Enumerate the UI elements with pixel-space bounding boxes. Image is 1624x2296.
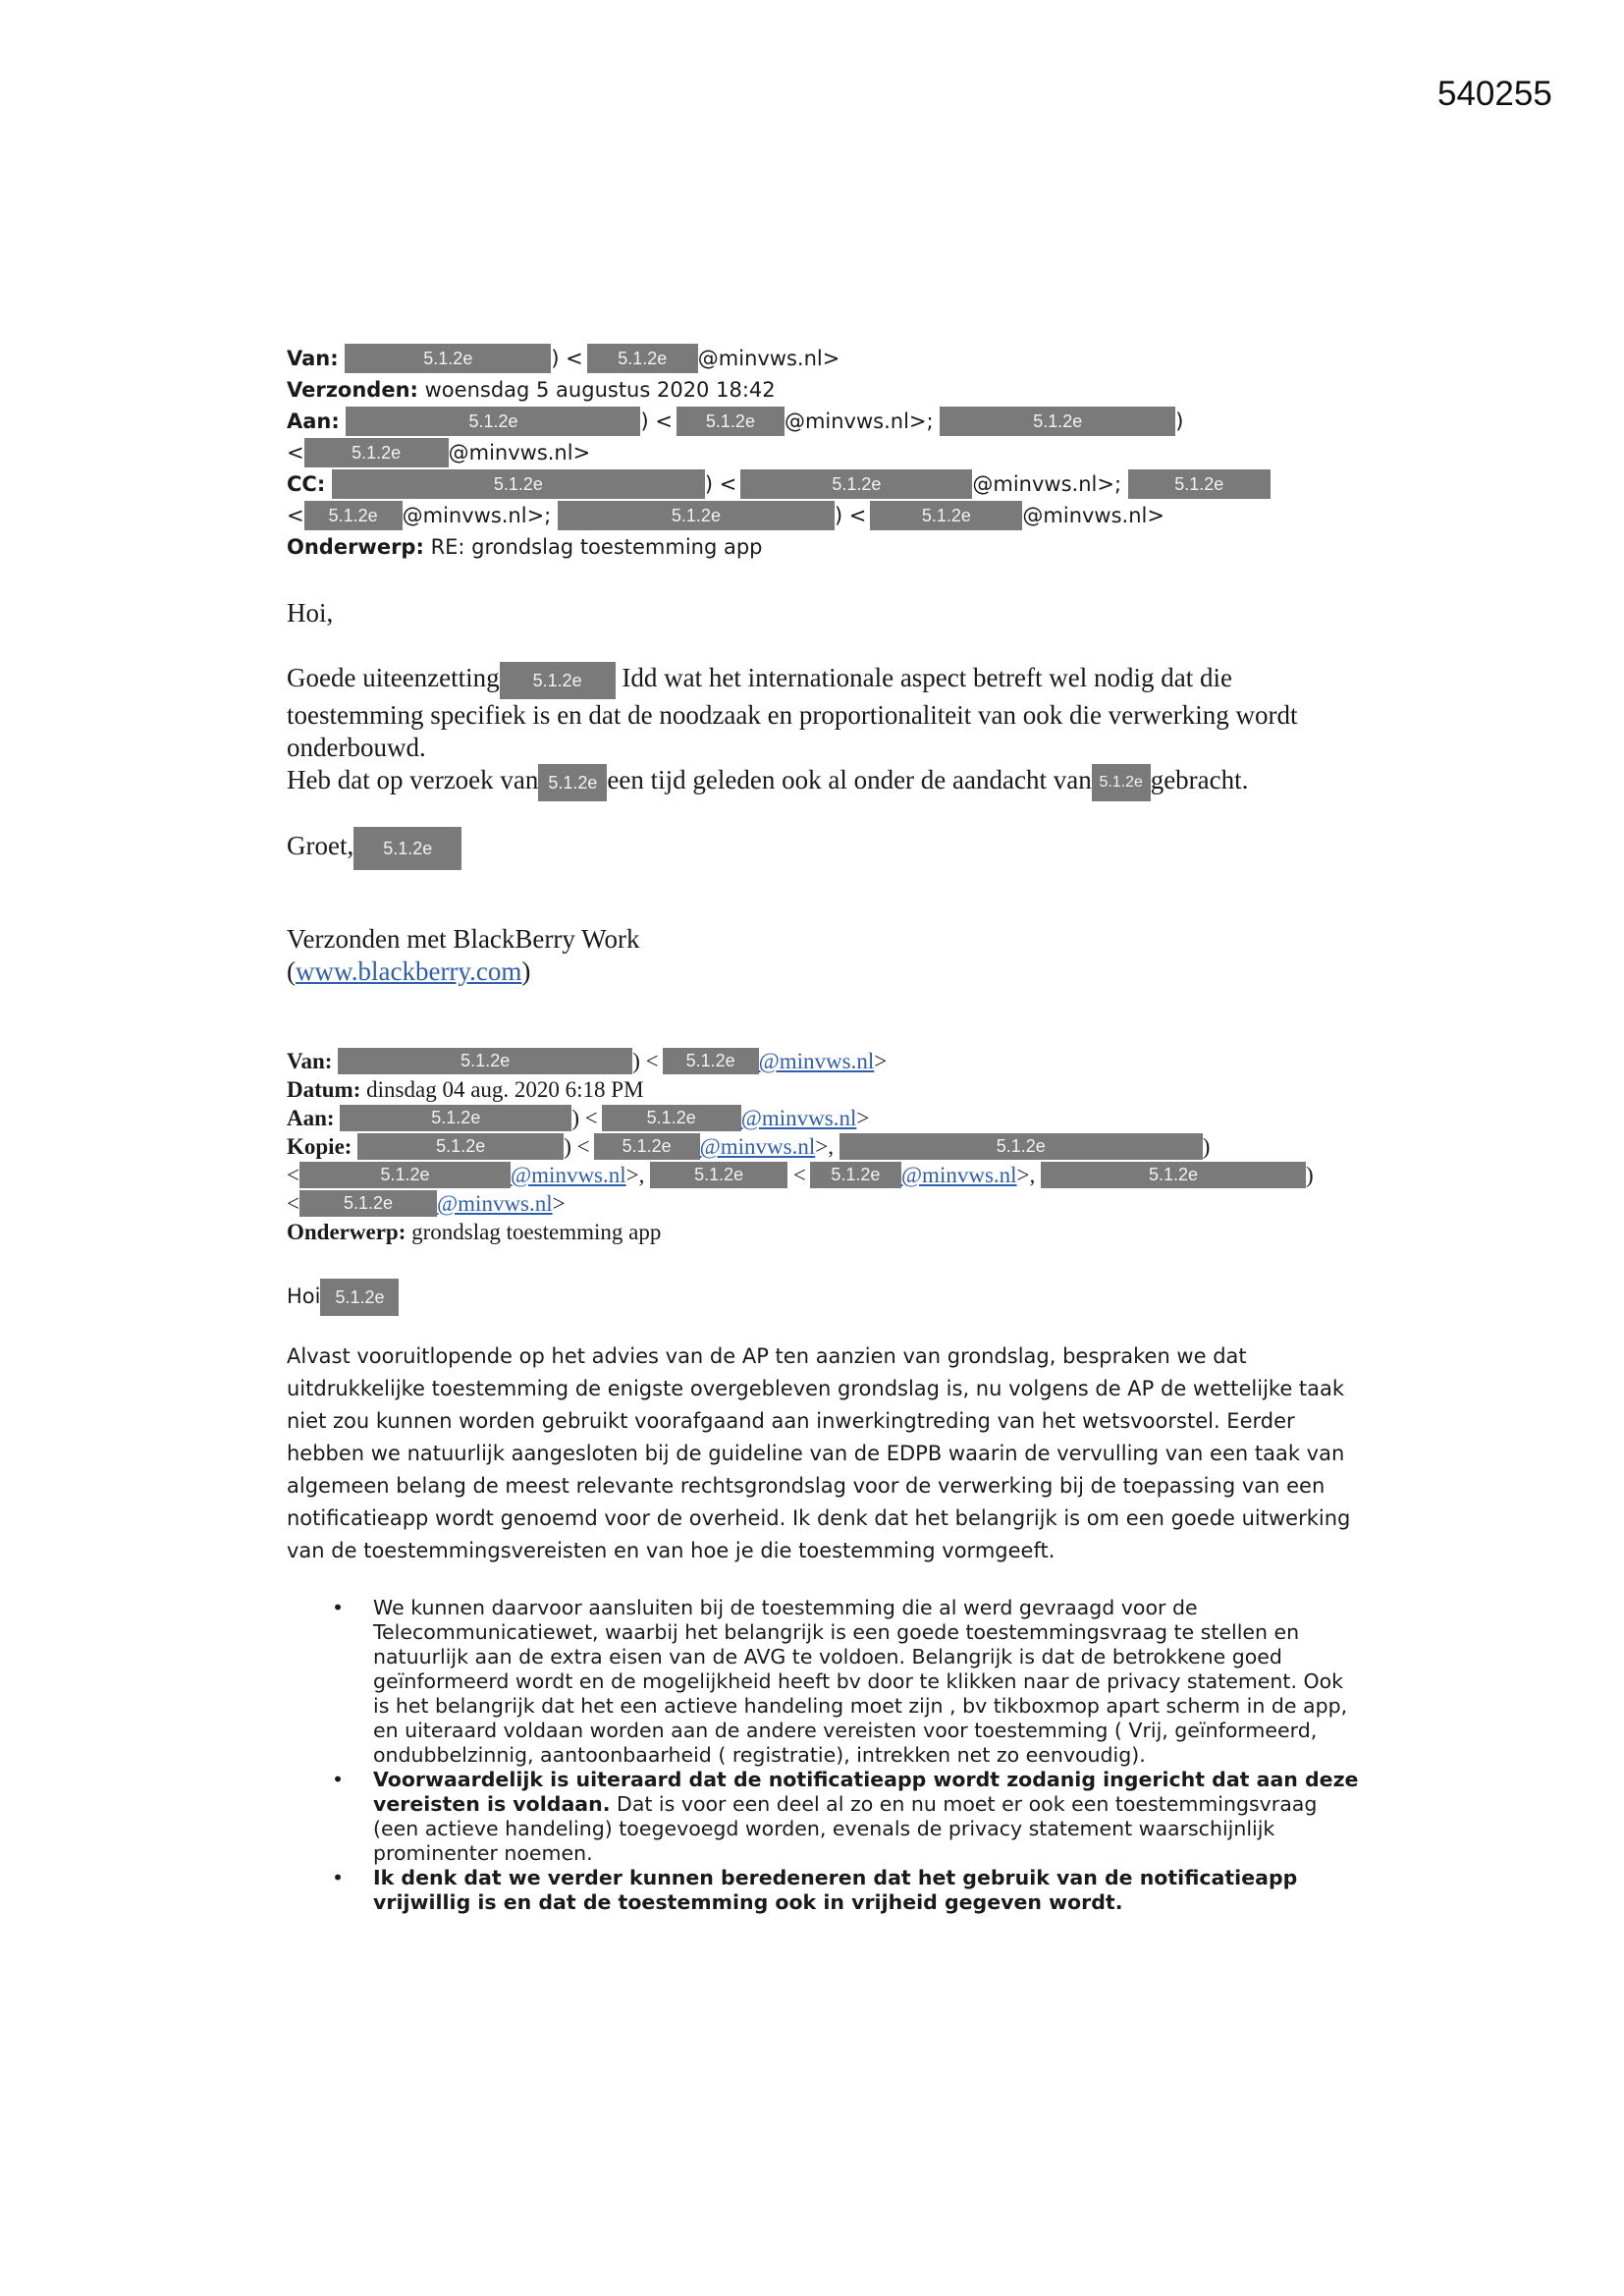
- redaction-box: 5.1.2e: [650, 1162, 787, 1188]
- redaction-box: 5.1.2e: [587, 344, 698, 373]
- p1-line2c: gebracht.: [1150, 765, 1249, 795]
- redaction-box: 5.1.2e: [299, 1190, 437, 1217]
- email1-cc-line-2: [287, 500, 1164, 531]
- p1-intro: Goede uiteenzetting: [287, 663, 500, 693]
- bullet2-text: Dat is voor een deel al zo en nu moet er ook een toestemmingsvraag (een actieve handeling) toegevoegd worden, evenals de privacy statement waarschijnlijk prominenter noemen.: [373, 1792, 1318, 1865]
- closing-text: Groet,: [287, 831, 354, 861]
- email2-from-line: [287, 1047, 887, 1075]
- to-gt: >: [856, 1106, 870, 1130]
- list-item: [324, 1866, 1365, 1915]
- sent-with-text: Verzonden met BlackBerry Work: [287, 924, 640, 954]
- to2-lt: <: [287, 441, 304, 465]
- cc2-domain2-link[interactable]: @minvws.nl: [900, 1163, 1017, 1187]
- cc-label: Kopie:: [287, 1134, 352, 1159]
- cc-after: >,: [815, 1134, 834, 1159]
- cc2-lt: <: [287, 504, 304, 527]
- cc2-domain-link[interactable]: @minvws.nl: [510, 1163, 626, 1187]
- redaction-box: 5.1.2e: [740, 469, 972, 499]
- cc2-lt: <: [287, 1163, 299, 1187]
- email2-bullet-list: [324, 1596, 1365, 1915]
- cc3-domain-link[interactable]: @minvws.nl: [436, 1191, 553, 1216]
- email1-from-line: [287, 343, 839, 374]
- redaction-box: 5.1.2e: [839, 1133, 1203, 1160]
- bullet3-bold: Ik denk dat we verder kunnen beredeneren dat het gebruik van de notificatieapp vrijwillig is en dat de toestemming ook in vrijheid gegeven wordt.: [373, 1866, 1298, 1914]
- cc-label: CC:: [287, 472, 326, 496]
- to-separator: ) <: [571, 1106, 598, 1130]
- from-separator: ) <: [632, 1049, 659, 1073]
- sent-label: Verzonden:: [287, 378, 418, 402]
- redaction-box: 5.1.2e: [940, 407, 1175, 436]
- email1-signature: [287, 923, 1367, 988]
- subject-value: RE: grondslag toestemming app: [430, 535, 763, 559]
- subject-label: Onderwerp:: [287, 1220, 406, 1244]
- cc-domain-link[interactable]: @minvws.nl: [699, 1134, 816, 1159]
- from-label: Van:: [287, 1049, 333, 1073]
- email1-subject-line: [287, 531, 763, 563]
- redaction-box: 5.1.2e: [594, 1133, 700, 1160]
- email2-subject-line: [287, 1218, 661, 1246]
- redaction-box: 5.1.2e: [340, 1105, 571, 1131]
- bb-open: (: [287, 957, 296, 986]
- list-item: • We kunnen daarvoor aansluiten bij de toestemming die al werd gevraagd voor de Telecommunicatiewet, waarbij het belangrijk is een goede toestemmingsvraag te stellen en natuurlijk aan de extra eisen van de AVG te voldoen. Belangrijk is dat de betrokkene goed geïnformeerd wordt en de mogelijkheid heeft bv door te klikken naar de privacy statement. Ook is het belangrijk dat het een actieve handeling moet zijn , bv tikboxmop apart scherm in de app, en uiteraard voldaan worden aan de andere vereisten voor toestemming ( Vrij, geïnformeerd, ondubbelzinnig, aantoonbaarheid ( registratie), intrekken net zo eenvoudig).: [324, 1596, 1365, 1768]
- redaction-box: 5.1.2e: [500, 662, 616, 699]
- email1-closing: [287, 827, 1367, 870]
- blackberry-link[interactable]: www.blackberry.com: [296, 957, 522, 986]
- from-domain: @minvws.nl>: [697, 347, 840, 370]
- email1-paragraph: [287, 662, 1318, 801]
- document-number: 540255: [1437, 75, 1552, 113]
- greeting-text: Hoi: [287, 1285, 321, 1308]
- redaction-box: 5.1.2e: [353, 827, 461, 870]
- to-close: ): [1175, 410, 1184, 433]
- cc2-close: ): [1306, 1163, 1314, 1187]
- cc-separator: ) <: [704, 472, 737, 496]
- redaction-box: 5.1.2e: [677, 407, 785, 436]
- cc2-domain2: @minvws.nl>: [1022, 504, 1164, 527]
- email2-cc-line: [287, 1132, 1210, 1161]
- list-item: [324, 1768, 1365, 1866]
- email2-paragraph: Alvast vooruitlopende op het advies van de AP ten aanzien van grondslag, bespraken we dat uitdrukkelijke toestemming de enigste overgebleven grondslag is, nu volgens de AP de wettelijke taak niet zou kunnen worden gebruikt voorafgaand aan inwerkingtreding van het wetsvoorstel. Eerder hebben we natuurlijk aangesloten bij de guideline van de EDPB waarin de vervulling van een taak van algemeen belang de meest relevante rechtsgrondslag voor de verwerking bij de toepassing van een notificatieapp wordt genoemd voor de overheid. Ik denk dat het belangrijk is om een goede uitwerking van de toestemmingsvereisten en van hoe je die toestemming vormgeeft.: [287, 1344, 1351, 1562]
- redaction-box: 5.1.2e: [663, 1048, 759, 1074]
- email1-cc-line: [287, 468, 1271, 500]
- redaction-box: 5.1.2e: [538, 764, 607, 801]
- date-label: Datum:: [287, 1077, 361, 1102]
- from-gt: >: [874, 1049, 888, 1073]
- email1-to-line-2: [287, 437, 590, 468]
- cc-separator: ) <: [564, 1134, 590, 1159]
- redaction-box: 5.1.2e: [810, 1162, 901, 1188]
- bb-close: ): [521, 957, 531, 986]
- cc2-domain: @minvws.nl>;: [402, 504, 552, 527]
- redaction-box: 5.1.2e: [602, 1105, 741, 1131]
- cc2-after2: >,: [1016, 1163, 1036, 1187]
- redaction-box: 5.1.2e: [870, 501, 1022, 530]
- cc2-separator: ) <: [834, 504, 867, 527]
- redaction-box: 5.1.2e: [357, 1133, 564, 1160]
- redaction-box: 5.1.2e: [1092, 764, 1151, 801]
- subject-label: Onderwerp:: [287, 535, 424, 559]
- redaction-box: 5.1.2e: [345, 344, 551, 373]
- email2-to-line: [287, 1104, 869, 1132]
- redaction-box: 5.1.2e: [332, 469, 705, 499]
- email1-sent-line: [287, 374, 776, 406]
- cc-close: ): [1202, 1134, 1211, 1159]
- p1-body: Idd wat het internationale aspect betreft wel nodig dat die toestemming specifiek is en dat de noodzaak en proportionaliteit van ook die verwerking wordt onderbouwd.: [287, 663, 1298, 762]
- from-domain-link[interactable]: @minvws.nl: [758, 1049, 875, 1073]
- redaction-box: 5.1.2e: [304, 501, 403, 530]
- cc3-gt: >: [552, 1191, 566, 1216]
- bullet2-bold: Voorwaardelijk is uiteraard dat de notificatieapp wordt zodanig ingericht dat aan deze vereisten is voldaan.: [373, 1768, 1359, 1816]
- p1-line2a: Heb dat op verzoek van: [287, 765, 539, 795]
- email2-greeting: [287, 1277, 1367, 1316]
- from-label: Van:: [287, 347, 339, 370]
- redaction-box: 5.1.2e: [299, 1162, 511, 1188]
- from-separator: ) <: [551, 347, 583, 370]
- to-domain: @minvws.nl>;: [784, 410, 934, 433]
- redaction-box: 5.1.2e: [1041, 1162, 1306, 1188]
- to-separator: ) <: [640, 410, 673, 433]
- redaction-box: 5.1.2e: [558, 501, 835, 530]
- subject-value: grondslag toestemming app: [411, 1220, 662, 1244]
- cc3-lt: <: [287, 1191, 299, 1216]
- email1-to-line: [287, 406, 1183, 437]
- to-label: Aan:: [287, 410, 340, 433]
- redaction-box: 5.1.2e: [338, 1048, 632, 1074]
- to2-domain: @minvws.nl>: [448, 441, 591, 465]
- email2-date-line: [287, 1075, 644, 1104]
- sent-value: woensdag 5 augustus 2020 18:42: [424, 378, 776, 402]
- redaction-box: 5.1.2e: [1128, 469, 1271, 499]
- email2-cc-line-3: [287, 1189, 566, 1218]
- email2-cc-line-2: [287, 1161, 1314, 1189]
- redaction-box: 5.1.2e: [320, 1279, 399, 1316]
- cc-domain: @minvws.nl>;: [972, 472, 1122, 496]
- redaction-box: 5.1.2e: [346, 407, 640, 436]
- cc2-lt2: <: [792, 1163, 806, 1187]
- cc2-after: >,: [625, 1163, 645, 1187]
- to-domain-link[interactable]: @minvws.nl: [740, 1106, 857, 1130]
- redaction-box: 5.1.2e: [304, 438, 449, 467]
- to-label: Aan:: [287, 1106, 335, 1130]
- p1-line2b: een tijd geleden ook al onder de aandacht van: [607, 765, 1092, 795]
- date-value: dinsdag 04 aug. 2020 6:18 PM: [366, 1077, 644, 1102]
- email1-greeting: Hoi,: [287, 598, 334, 628]
